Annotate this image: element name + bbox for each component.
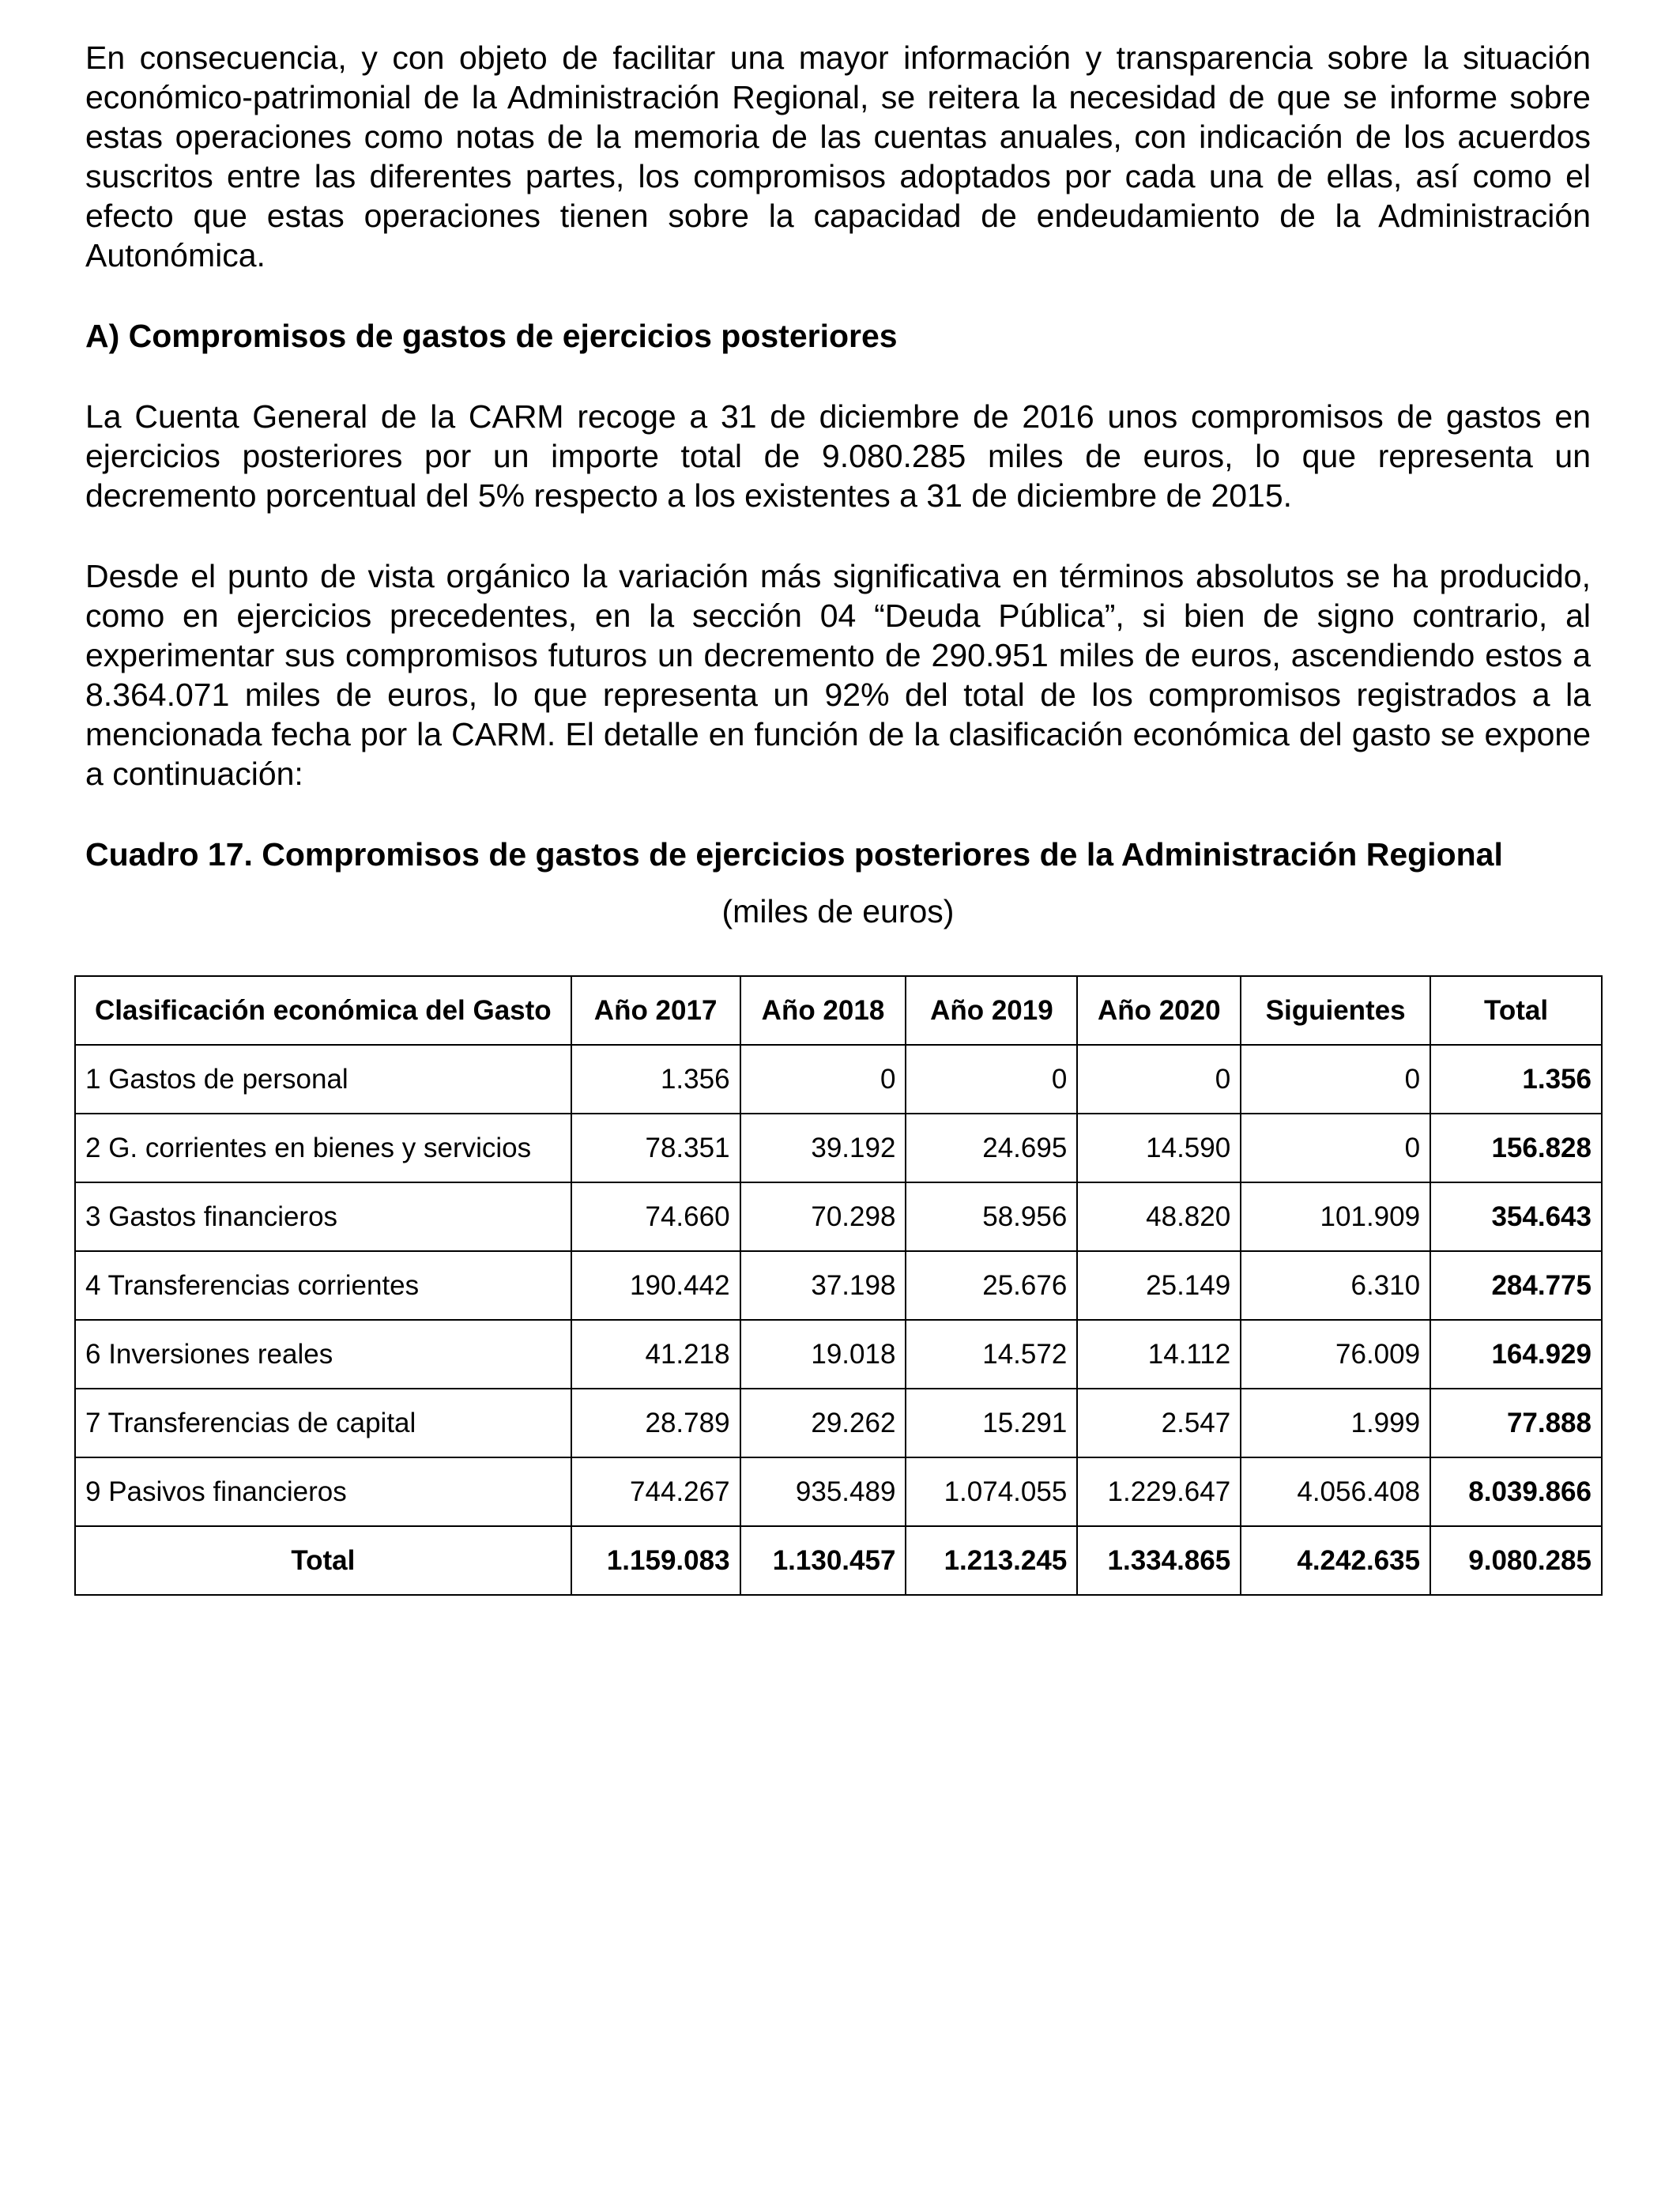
table-cell: 74.660 xyxy=(571,1182,740,1251)
table-cell: 14.590 xyxy=(1077,1114,1241,1182)
table-cell: 744.267 xyxy=(571,1457,740,1526)
table-cell: 29.262 xyxy=(740,1389,906,1457)
table-row xyxy=(75,1320,1602,1389)
table-cell: 1.159.083 xyxy=(571,1526,740,1595)
table-row xyxy=(75,1045,1602,1114)
table-cell: 24.695 xyxy=(906,1114,1077,1182)
table-cell: 1.334.865 xyxy=(1077,1526,1241,1595)
table-cell: 1 Gastos de personal xyxy=(75,1045,571,1114)
header-cell: Año 2017 xyxy=(571,976,740,1045)
table-cell: 28.789 xyxy=(571,1389,740,1457)
table-cell: 48.820 xyxy=(1077,1182,1241,1251)
table-cell: 41.218 xyxy=(571,1320,740,1389)
header-cell: Año 2018 xyxy=(740,976,906,1045)
header-cell: Año 2019 xyxy=(906,976,1077,1045)
table-cell: 935.489 xyxy=(740,1457,906,1526)
table-cell: 9 Pasivos financieros xyxy=(75,1457,571,1526)
table-cell: 4.242.635 xyxy=(1241,1526,1430,1595)
table-cell: 2.547 xyxy=(1077,1389,1241,1457)
table-cell: 14.112 xyxy=(1077,1320,1241,1389)
table-cell: 1.074.055 xyxy=(906,1457,1077,1526)
table-cell: 4.056.408 xyxy=(1241,1457,1430,1526)
header-cell: Total xyxy=(1430,976,1602,1045)
table-cell: 0 xyxy=(740,1045,906,1114)
table-cell: 0 xyxy=(1241,1045,1430,1114)
table-cell: 1.229.647 xyxy=(1077,1457,1241,1526)
table-cell: 58.956 xyxy=(906,1182,1077,1251)
table-cell: 25.676 xyxy=(906,1251,1077,1320)
table-cell: 39.192 xyxy=(740,1114,906,1182)
table-units: (miles de euros) xyxy=(721,893,955,929)
table-cell-total: 8.039.866 xyxy=(1430,1457,1602,1526)
table-cell-total: 354.643 xyxy=(1430,1182,1602,1251)
table-cell-total: 156.828 xyxy=(1430,1114,1602,1182)
section-heading: A) Compromisos de gastos de ejercicios posteriores xyxy=(85,318,898,354)
table-cell: 101.909 xyxy=(1241,1182,1430,1251)
table-row xyxy=(75,1114,1602,1182)
table-cell: 6.310 xyxy=(1241,1251,1430,1320)
paragraph-commitments-total: La Cuenta General de la CARM recoge a 31 de diciembre de 2016 unos compromisos de gastos en ejercicios posteriores por un importe total de 9.080.285 miles de euros, lo que representa un decremento porcentual del 5% respecto a los existentes a 31 de diciembre de 2015. xyxy=(85,398,1591,514)
header-cell: Año 2020 xyxy=(1077,976,1241,1045)
table-cell: 1.213.245 xyxy=(906,1526,1077,1595)
table-cell: 0 xyxy=(1241,1114,1430,1182)
header-cell: Clasificación económica del Gasto xyxy=(75,976,571,1045)
table-row xyxy=(75,1457,1602,1526)
table-total-row xyxy=(75,1526,1602,1595)
table-cell: 2 G. corrientes en bienes y servicios xyxy=(75,1114,571,1182)
table-cell: 6 Inversiones reales xyxy=(75,1320,571,1389)
table-cell: 19.018 xyxy=(740,1320,906,1389)
table-cell: 70.298 xyxy=(740,1182,906,1251)
table-cell: 0 xyxy=(906,1045,1077,1114)
table-cell-total: 9.080.285 xyxy=(1430,1526,1602,1595)
table-header-row xyxy=(75,976,1602,1045)
table-cell: 3 Gastos financieros xyxy=(75,1182,571,1251)
table-cell: 1.356 xyxy=(571,1045,740,1114)
table-cell: 0 xyxy=(1077,1045,1241,1114)
table-cell: 14.572 xyxy=(906,1320,1077,1389)
table-cell-total: 164.929 xyxy=(1430,1320,1602,1389)
table-cell: 4 Transferencias corrientes xyxy=(75,1251,571,1320)
commitments-table xyxy=(74,975,1603,1596)
table-cell: 15.291 xyxy=(906,1389,1077,1457)
document-page xyxy=(85,38,1591,931)
table-row xyxy=(75,1389,1602,1457)
table-cell: 76.009 xyxy=(1241,1320,1430,1389)
table-cell: 25.149 xyxy=(1077,1251,1241,1320)
table-cell: 1.999 xyxy=(1241,1389,1430,1457)
table-cell: 190.442 xyxy=(571,1251,740,1320)
table-cell: 37.198 xyxy=(740,1251,906,1320)
table-row xyxy=(75,1182,1602,1251)
table-cell-total: 284.775 xyxy=(1430,1251,1602,1320)
header-cell: Siguientes xyxy=(1241,976,1430,1045)
table-cell: 7 Transferencias de capital xyxy=(75,1389,571,1457)
table-cell: 78.351 xyxy=(571,1114,740,1182)
table-cell-total: 1.356 xyxy=(1430,1045,1602,1114)
table-row xyxy=(75,1251,1602,1320)
table-cell: 1.130.457 xyxy=(740,1526,906,1595)
table-title: Cuadro 17. Compromisos de gastos de ejercicios posteriores de la Administración Regional xyxy=(85,836,1503,873)
paragraph-intro: En consecuencia, y con objeto de facilitar una mayor información y transparencia sobre la situación económico-patrimonial de la Administración Regional, se reitera la necesidad de que se informe sobre estas operaciones como notas de la memoria de las cuentas anuales, con indicación de los acuerdos suscritos entre las diferentes partes, los compromisos adoptados por cada una de ellas, así como el efecto que estas operaciones tienen sobre la capacidad de endeudamiento de la Administración Autonómica. xyxy=(85,40,1591,273)
table-cell: Total xyxy=(75,1526,571,1595)
paragraph-organic-variation: Desde el punto de vista orgánico la variación más significativa en términos absolutos se ha producido, como en ejercicios precedentes, en la sección 04 “Deuda Pública”, si bien de signo contrario, al experimentar sus compromisos futuros un decremento de 290.951 miles de euros, ascendiendo estos a 8.364.071 miles de euros, lo que representa un 92% del total de los compromisos registrados a la mencionada fecha por la CARM. El detalle en función de la clasificación económica del gasto se expone a continuación: xyxy=(85,558,1591,792)
table-cell-total: 77.888 xyxy=(1430,1389,1602,1457)
